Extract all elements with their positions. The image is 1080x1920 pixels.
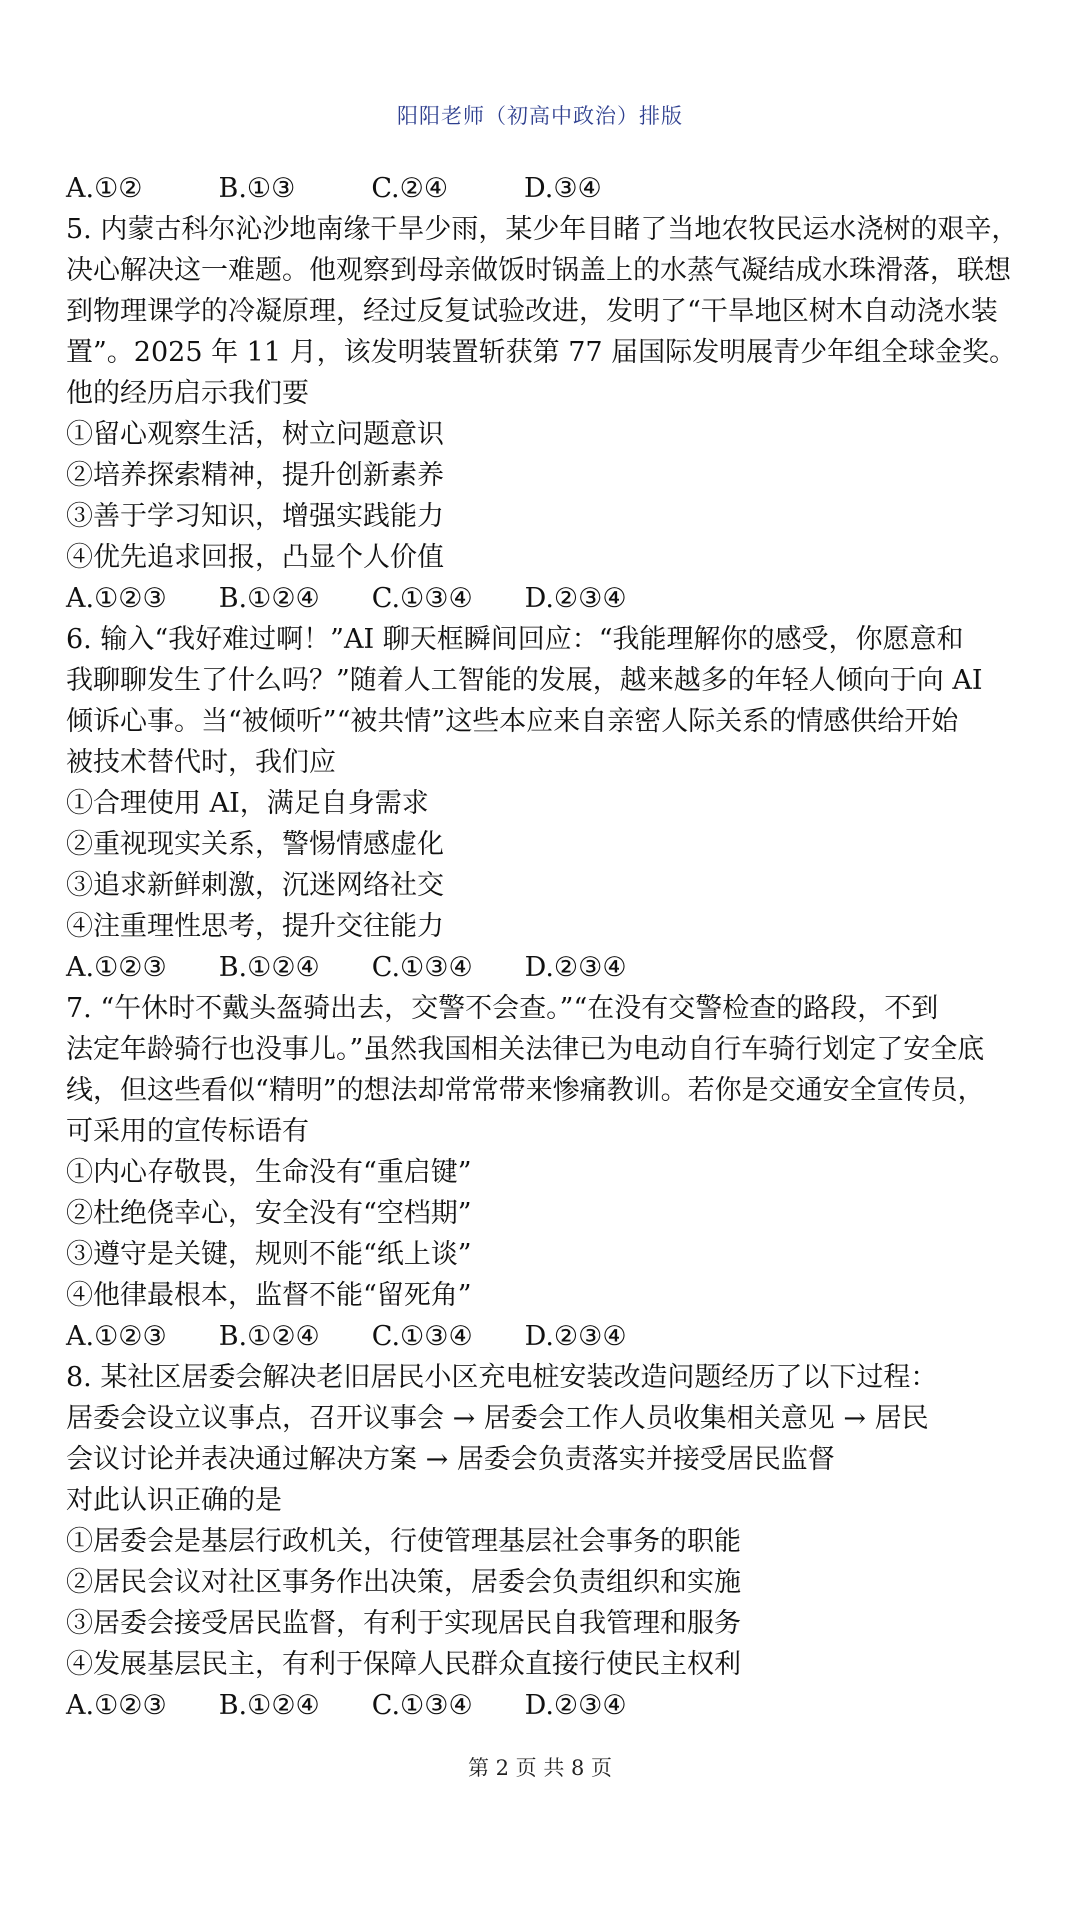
question-6-stem-line: 我聊聊发生了什么吗？”随着人工智能的发展，越来越多的年轻人倾向于向 AI [66,665,983,696]
question-7-statement: ④他律最根本，监督不能“留死角” [66,1280,472,1311]
question-7-answers [66,1316,1026,1357]
answer-option-c: C.①③④ [371,1690,473,1721]
question-6-statement: ①合理使用 AI，满足自身需求 [66,788,429,819]
answer-option-a: A.①②③ [66,1690,167,1721]
question-5-answers [66,578,1026,619]
question-8-answers [66,1685,1026,1726]
question-5-stem-line: 置”。2025 年 11 月，该发明装置斩获第 77 届国际发明展青少年组全球金奖。 [66,337,1017,368]
answer-option-c: C.①③④ [371,1321,473,1352]
question-6-statement: ③追求新鲜刺激，沉迷网络社交 [66,870,444,901]
question-6 [66,619,1026,988]
question-8-process-line: 居委会设立议事点，召开议事会 → 居委会工作人员收集相关意见 → 居民 [66,1403,929,1434]
question-6-stem-line: 被技术替代时，我们应 [66,747,336,778]
question-5-statement: ④优先追求回报，凸显个人价值 [66,542,444,573]
question-7-statement: ③遵守是关键，规则不能“纸上谈” [66,1239,472,1270]
question-6-statement: ④注重理性思考，提升交往能力 [66,911,444,942]
question-5-stem-line: 他的经历启示我们要 [66,378,309,409]
question-6-answers [66,947,1026,988]
question-8-stem-line: 对此认识正确的是 [66,1485,282,1516]
question-8-stem-line: 8. 某社区居委会解决老旧居民小区充电桩安装改造问题经历了以下过程： [66,1362,938,1393]
answer-option-c: C.①③④ [371,952,473,983]
answer-option-a: A.①② [66,173,143,204]
question-6-statement: ②重视现实关系，警惕情感虚化 [66,829,444,860]
page-header: 阳阳老师（初高中政治）排版 [397,104,683,128]
answer-option-b: B.①②④ [218,1690,320,1721]
question-6-stem-line: 6. 输入“我好难过啊！”AI 聊天框瞬间回应：“我能理解你的感受，你愿意和 [66,624,964,655]
answer-option-d: D.②③④ [524,1321,627,1352]
question-5-statement: ①留心观察生活，树立问题意识 [66,419,444,450]
question-8-statement: ③居委会接受居民监督，有利于实现居民自我管理和服务 [66,1608,741,1639]
question-7-stem-line: 法定年龄骑行也没事儿。”虽然我国相关法律已为电动自行车骑行划定了安全底 [66,1034,985,1065]
question-7-statement: ②杜绝侥幸心，安全没有“空档期” [66,1198,472,1229]
answer-option-a: A.①②③ [66,1321,167,1352]
question-7-stem-line: 线，但这些看似“精明”的想法却常常带来惨痛教训。若你是交通安全宣传员， [66,1075,985,1106]
question-8-statement: ②居民会议对社区事务作出决策，居委会负责组织和实施 [66,1567,741,1598]
question-5-stem-line: 决心解决这一难题。他观察到母亲做饭时锅盖上的水蒸气凝结成水珠滑落，联想 [66,255,1011,286]
answer-option-c: C.②④ [371,173,449,204]
question-8-statement: ①居委会是基层行政机关，行使管理基层社会事务的职能 [66,1526,741,1557]
answer-option-d: D.②③④ [524,952,627,983]
question-7-statement: ①内心存敬畏，生命没有“重启键” [66,1157,472,1188]
question-5-stem-line: 到物理课学的冷凝原理，经过反复试验改进，发明了“干旱地区树木自动浇水装 [66,296,998,327]
answer-option-c: C.①③④ [371,583,473,614]
question-8-process-line: 会议讨论并表决通过解决方案 → 居委会负责落实并接受居民监督 [66,1444,835,1475]
answer-option-a: A.①②③ [66,952,167,983]
answer-option-b: B.①③ [218,173,296,204]
question-7-stem-line: 7. “午休时不戴头盔骑出去，交警不会查。”“在没有交警检查的路段，不到 [66,993,939,1024]
question-5-statement: ③善于学习知识，增强实践能力 [66,501,444,532]
question-4-answers [66,168,1026,209]
question-7 [66,988,1026,1357]
question-7-stem-line: 可采用的宣传标语有 [66,1116,309,1147]
answer-option-b: B.①②④ [218,1321,320,1352]
question-5-stem-line: 5. 内蒙古科尔沁沙地南缘干旱少雨，某少年目睹了当地农牧民运水浇树的艰辛， [66,214,1019,245]
answer-option-d: D.③④ [524,173,602,204]
question-6-stem-line: 倾诉心事。当“被倾听”“被共情”这些本应来自亲密人际关系的情感供给开始 [66,706,959,737]
answer-option-b: B.①②④ [218,952,320,983]
question-content [66,168,1026,1726]
page-number: 第 2 页 共 8 页 [467,1756,613,1780]
answer-option-a: A.①②③ [66,583,167,614]
question-8-statement: ④发展基层民主，有利于保障人民群众直接行使民主权利 [66,1649,741,1680]
question-5-statement: ②培养探索精神，提升创新素养 [66,460,444,491]
question-8 [66,1357,1026,1726]
answer-option-b: B.①②④ [218,583,320,614]
question-5 [66,209,1026,619]
answer-option-d: D.②③④ [524,1690,627,1721]
answer-option-d: D.②③④ [524,583,627,614]
